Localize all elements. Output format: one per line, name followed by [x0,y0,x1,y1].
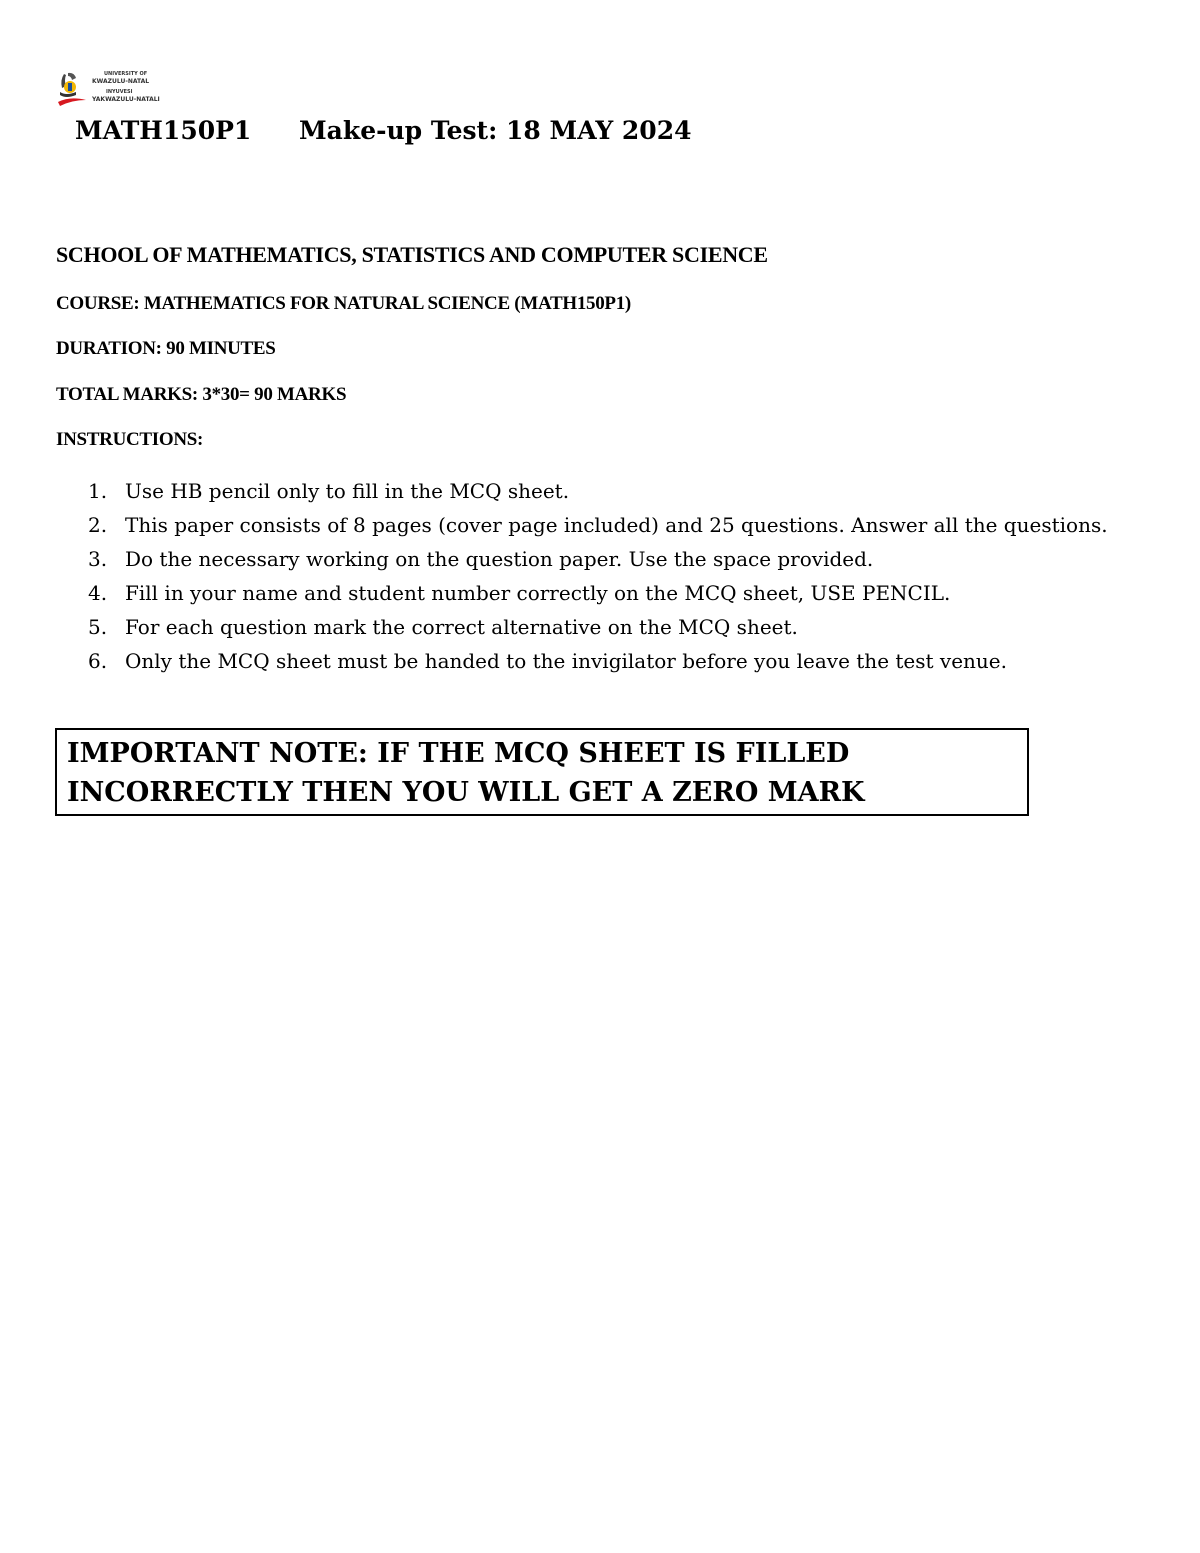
page-title [75,116,691,145]
important-note-line-1: IMPORTANT NOTE: IF THE MCQ SHEET IS FILLED [67,738,850,769]
university-emblem-icon [56,70,90,110]
duration-line: DURATION: 90 MINUTES [56,338,276,359]
course-line: COURSE: MATHEMATICS FOR NATURAL SCIENCE (MATH150P1) [56,293,631,314]
logo-line-2: KWAZULU-NATAL [92,78,150,85]
important-note-box [55,728,1029,816]
instruction-item [88,542,1148,576]
instruction-item [88,508,1148,542]
instruction-item [88,644,1148,678]
instruction-item [88,474,1148,508]
instructions-list [88,474,1148,678]
instruction-item [88,610,1148,644]
logo-line-4: YAKWAZULU-NATALI [92,96,160,103]
instruction-text: For each question mark the correct alternative on the MCQ sheet. [125,615,798,639]
school-heading: SCHOOL OF MATHEMATICS, STATISTICS AND COMPUTER SCIENCE [56,242,768,267]
instruction-number: 2. [88,513,108,537]
total-marks-line: TOTAL MARKS: 3*30= 90 MARKS [56,384,347,405]
important-note-line-2: INCORRECTLY THEN YOU WILL GET A ZERO MARK [67,777,865,808]
instruction-text: Do the necessary working on the question paper. Use the space provided. [125,547,874,571]
instruction-number: 3. [88,547,108,571]
logo-text [92,72,160,103]
instruction-number: 1. [88,479,108,503]
instruction-text: This paper consists of 8 pages (cover page included) and 25 questions. Answer all the questions. [125,513,1108,537]
test-title: Make-up Test: 18 MAY 2024 [299,116,692,145]
instructions-heading: INSTRUCTIONS: [56,429,204,450]
course-code: MATH150P1 [75,116,252,145]
instruction-number: 6. [88,649,108,673]
university-logo [56,70,168,110]
instruction-text: Only the MCQ sheet must be handed to the invigilator before you leave the test venue. [125,649,1008,673]
instruction-item [88,576,1148,610]
instruction-text: Fill in your name and student number correctly on the MCQ sheet, USE PENCIL. [125,581,951,605]
instruction-number: 4. [88,581,108,605]
logo-line-3: INYUVESI [106,89,133,95]
instruction-text: Use HB pencil only to fill in the MCQ sheet. [125,479,570,503]
logo-line-1: UNIVERSITY OF [104,71,148,77]
instruction-number: 5. [88,615,108,639]
